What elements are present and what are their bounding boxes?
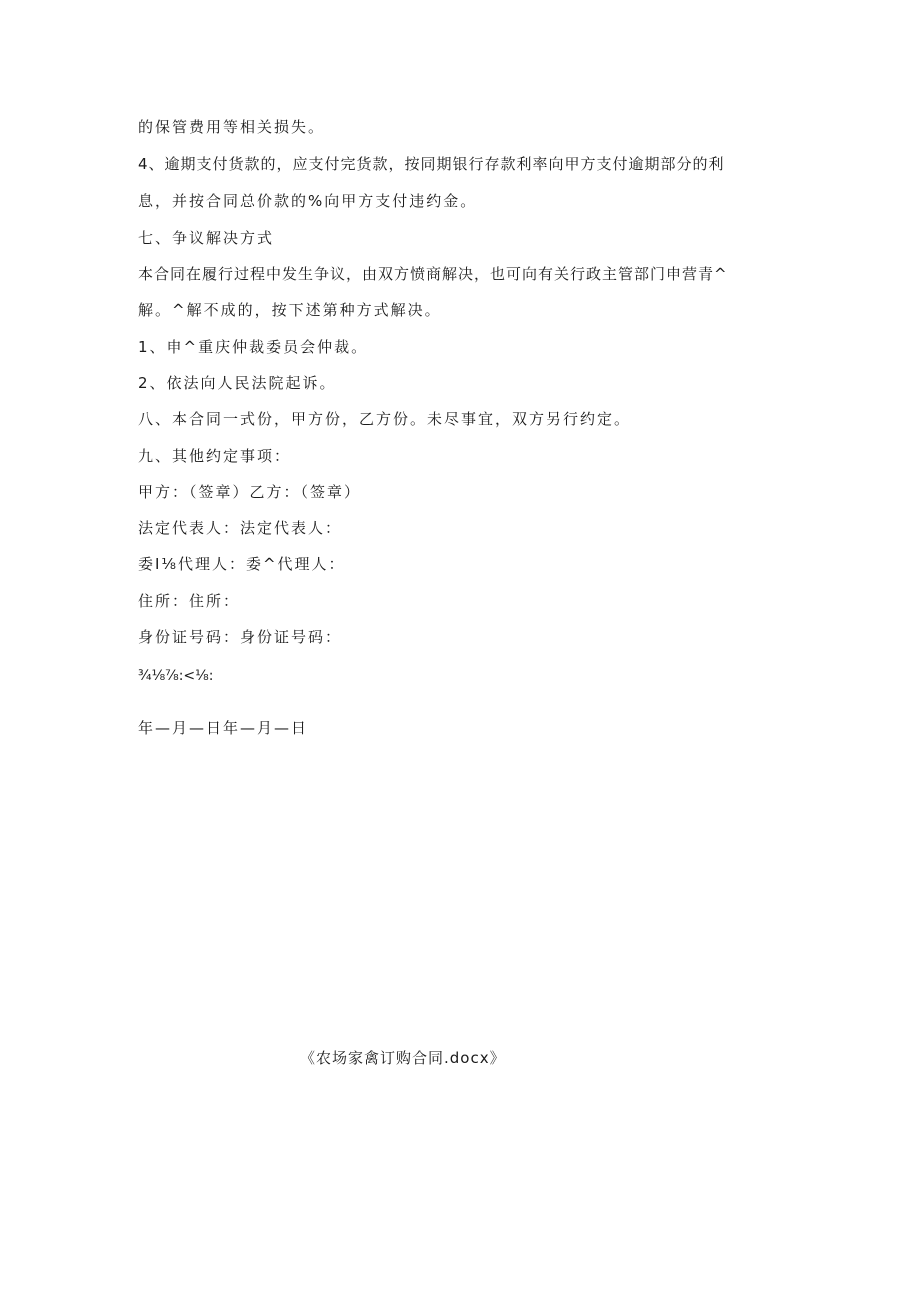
signature-line-agent: 委I⅛代理人：委^代理人： <box>138 555 346 573</box>
text-line-6: 解。^解不成的，按下述第种方式解决。 <box>138 301 442 319</box>
signature-line-address: 住所：住所： <box>138 592 241 610</box>
garbled-text-line: ¾⅛⅞:<⅛: <box>138 668 214 684</box>
signature-line-parties: 甲方：（签章）乙方：（签章） <box>138 483 362 501</box>
text-line-8: 2、依法向人民法院起诉。 <box>138 374 337 392</box>
text-line-2: 4、逾期支付货款的，应支付完货款，按同期银行存款利率向甲方支付逾期部分的利 <box>138 155 725 173</box>
section-heading-dispute: 七、争议解决方式 <box>138 229 275 247</box>
text-line-3: 息，并按合同总价款的%向甲方支付违约金。 <box>138 192 478 210</box>
section-heading-other: 九、其他约定事项： <box>138 447 292 465</box>
document-footer-filename: 《农场家禽订购合同.docx》 <box>300 1049 506 1067</box>
date-line: 年—月—日年—月—日 <box>138 719 309 737</box>
text-line-5: 本合同在履行过程中发生争议，由双方愤商解决，也可向有关行政主管部门申营青^ <box>138 265 728 283</box>
text-line-7: 1、申^重庆仲裁委员会仲裁。 <box>138 338 369 356</box>
signature-line-id-number: 身份证号码：身份证号码： <box>138 628 343 646</box>
text-line-1: 的保管费用等相关损失。 <box>138 118 326 136</box>
section-heading-copies: 八、本合同一式份，甲方份，乙方份。未尽事宜，双方另行约定。 <box>138 410 632 428</box>
signature-line-representative: 法定代表人：法定代表人： <box>138 519 343 537</box>
